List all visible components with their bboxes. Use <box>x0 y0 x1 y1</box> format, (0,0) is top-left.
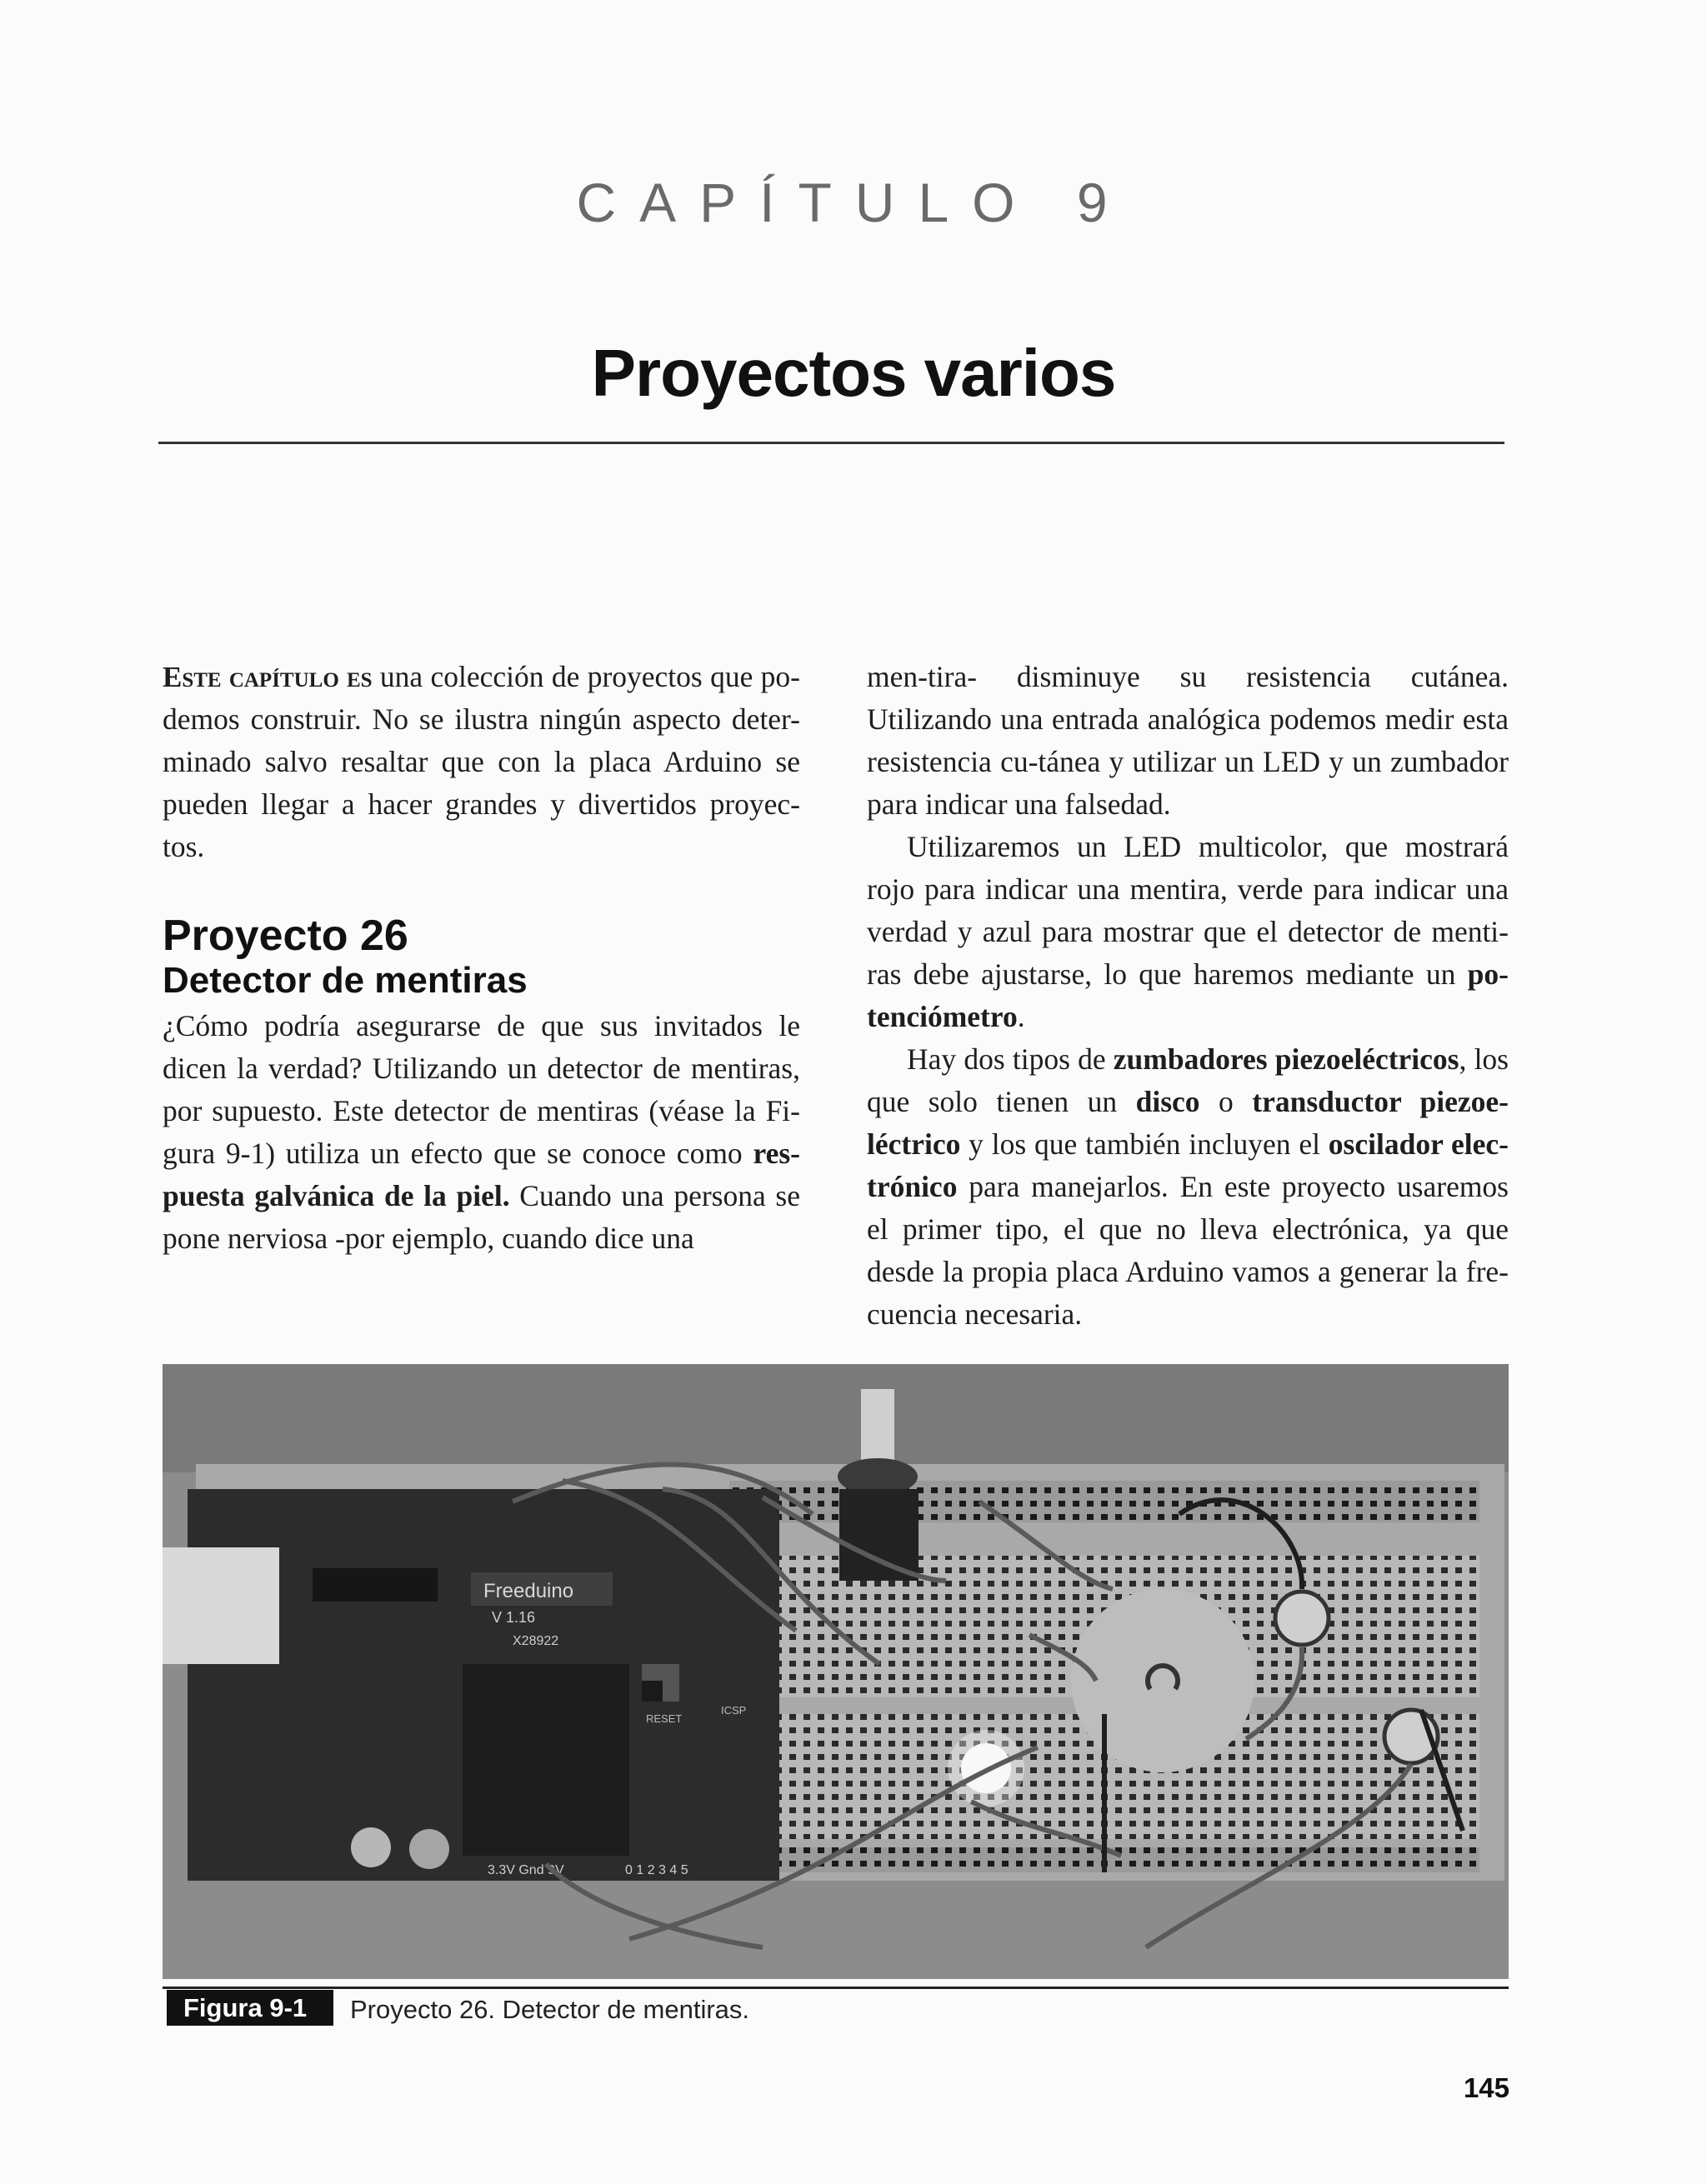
board-serial: X28922 <box>513 1634 559 1648</box>
body-paragraph-2 <box>867 826 1509 1038</box>
board-power-label: 3.3V Gnd 9V <box>488 1863 564 1877</box>
p3-text-a: Hay dos tipos de <box>907 1042 1114 1076</box>
p1-bold-term: res-puesta galvánica de la piel. <box>163 1137 800 1212</box>
figure-tag: Figura 9-1 <box>167 1990 333 2026</box>
p3-text-b: , los que solo tienen un <box>867 1042 1509 1118</box>
p3-text-c: o <box>1199 1085 1253 1118</box>
intro-paragraph <box>163 656 800 868</box>
board-reset-label: RESET <box>646 1712 683 1725</box>
p1-text-b: Cuando una persona se pone nerviosa -por ejemplo, cuando dice una <box>163 1179 800 1255</box>
skin-sensor-1 <box>1275 1592 1329 1645</box>
body-paragraph-3 <box>867 1038 1509 1336</box>
p3-bold-c: transductor piezoe-léctrico <box>867 1085 1509 1161</box>
piezo-buzzer <box>1071 1589 1254 1772</box>
p2-text-a: Utilizaremos un LED multicolor, que mostrará rojo para indicar una mentira, verde para indicar una verdad y azul para mostrar que el detector de menti-ras debe ajustarse, lo que haremos mediante un <box>867 830 1509 991</box>
page-number: 145 <box>1463 2072 1509 2103</box>
p1-text-a: ¿Cómo podría asegurarse de que sus invitados le dicen la verdad? Utilizando un detector de mentiras, por supuesto. Este detector de mentiras (véase la Fi-gura 9-1) utiliza un efecto que se conoce como <box>163 1009 800 1170</box>
p3-bold-b: disco <box>1135 1085 1200 1118</box>
figure-caption: Proyecto 26. Detector de mentiras. <box>350 1995 750 2024</box>
text-column-right-content <box>867 656 1509 1336</box>
title-divider <box>158 442 1504 444</box>
reset-button <box>642 1681 663 1702</box>
p2-bold-term: po-tenciómetro <box>867 957 1509 1033</box>
board-version: V 1.16 <box>492 1609 536 1626</box>
section-name: Detector de mentiras <box>163 960 528 1001</box>
board-analog-label: 0 1 2 3 4 5 <box>625 1863 688 1877</box>
p3-bold-d: oscilador elec-trónico <box>867 1127 1509 1203</box>
board-brand: Freeduino <box>483 1580 574 1602</box>
circuit-photo <box>163 1364 1509 1979</box>
p2-text-b: . <box>1017 1000 1025 1033</box>
microcontroller-chip <box>463 1664 629 1856</box>
p3-bold-a: zumbadores piezoeléctricos <box>1113 1042 1459 1076</box>
p3-text-d: y los que también incluyen el <box>960 1127 1329 1161</box>
caption-divider <box>163 1987 1509 1989</box>
section-number: Proyecto 26 <box>163 912 408 960</box>
intro-lead: Este capítulo es <box>163 661 373 693</box>
p3-text-e: para manejarlos. En este proyecto usaremos el primer tipo, el que no lleva electrónica, ya que desde la propia placa Arduino vamos a generar la fre-cuencia necesaria. <box>867 1170 1509 1331</box>
body-paragraph-1 <box>163 1005 800 1260</box>
body-paragraph-1-continued: men-tira- disminuye su resistencia cutánea. Utilizando una entrada analógica podemos medir esta resistencia cu-tánea y utilizar un LED y un zumbador para indicar una falsedad. <box>867 660 1509 821</box>
board-icsp-label: ICSP <box>721 1704 747 1717</box>
usb-connector <box>163 1547 279 1664</box>
figure-photo <box>163 1364 1509 1979</box>
chapter-label: CAPÍTULO 9 <box>576 172 1131 233</box>
intro-text: una colección de proyectos que po-demos construir. No se ilustra ningún aspecto deter-minado salvo resaltar que con la placa Arduino se pueden llegar a hacer grandes y divertidos proyec-tos. <box>163 660 800 863</box>
section-heading <box>163 912 800 1002</box>
chapter-title: Proyectos varios <box>591 336 1116 410</box>
text-column-left <box>163 656 800 1260</box>
